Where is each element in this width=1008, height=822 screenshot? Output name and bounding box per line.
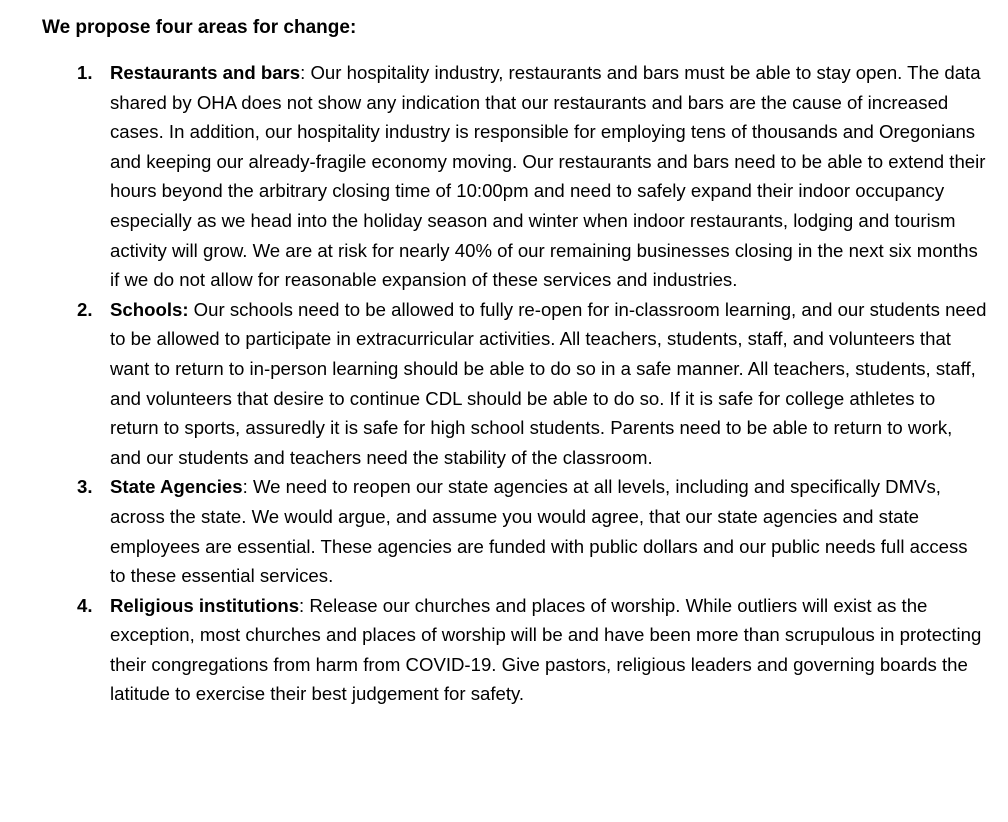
item-number: 3.	[77, 476, 93, 498]
item-text: : Our hospitality industry, restaurants and bars must be able to stay open. The data shared by OHA does not show any indication that our restaurants and bars are the cause of increased cases. In addition, our hospitality industry is responsible for employing tens of thousands and Oregonians and keeping our already-fragile economy moving. Our restaurants and bars need to be able to extend their hours beyond the arbitrary closing time of 10:00pm and need to safely expand their indoor occupancy especially as we head into the holiday season and winter when indoor restaurants, lodging and tourism activity will grow. We are at risk for nearly 40% of our remaining businesses closing in the next six months if we do not allow for reasonable expansion of these services and industries.	[110, 62, 986, 291]
list-item-state-agencies	[0, 472, 1008, 590]
item-number: 2.	[77, 298, 93, 320]
item-text: : Release our churches and places of worship. While outliers will exist as the exception, most churches and places of worship will be and have been more than scrupulous in protecting their congregations from harm from COVID-19. Give pastors, religious leaders and governing boards the latitude to exercise their best judgement for safety.	[110, 594, 982, 705]
item-term: Restaurants and bars	[110, 62, 301, 83]
item-number: 4.	[77, 594, 93, 616]
proposal-list	[0, 58, 1008, 709]
list-item-schools	[0, 295, 1008, 473]
page-heading: We propose four areas for change:	[42, 17, 357, 38]
list-item-religious-institutions	[0, 591, 1008, 709]
item-text: : We need to reopen our state agencies at all levels, including and specifically DMVs, across the state. We would argue, and assume you would agree, that our state agencies and state employees are essential. These agencies are funded with public dollars and our public needs full access to these essential services.	[110, 476, 968, 587]
item-term: Schools:	[110, 298, 189, 320]
list-item-restaurants-and-bars	[0, 58, 1008, 295]
item-term: Religious institutions	[110, 594, 300, 616]
item-number: 1.	[77, 62, 93, 83]
item-text: Our schools need to be allowed to fully re-open for in-classroom learning, and our students need to be allowed to participate in extracurricular activities. All teachers, students, staff, and volunteers that want to return to in-person learning should be able to do so in a safe manner. All teachers, students, staff, and volunteers that desire to continue CDL should be able to do so. If it is safe for college athletes to return to sports, assuredly it is safe for high school students. Parents need to be able to return to work, and our students and teachers need the stability of the classroom.	[110, 298, 987, 468]
item-term: State Agencies	[110, 476, 243, 498]
